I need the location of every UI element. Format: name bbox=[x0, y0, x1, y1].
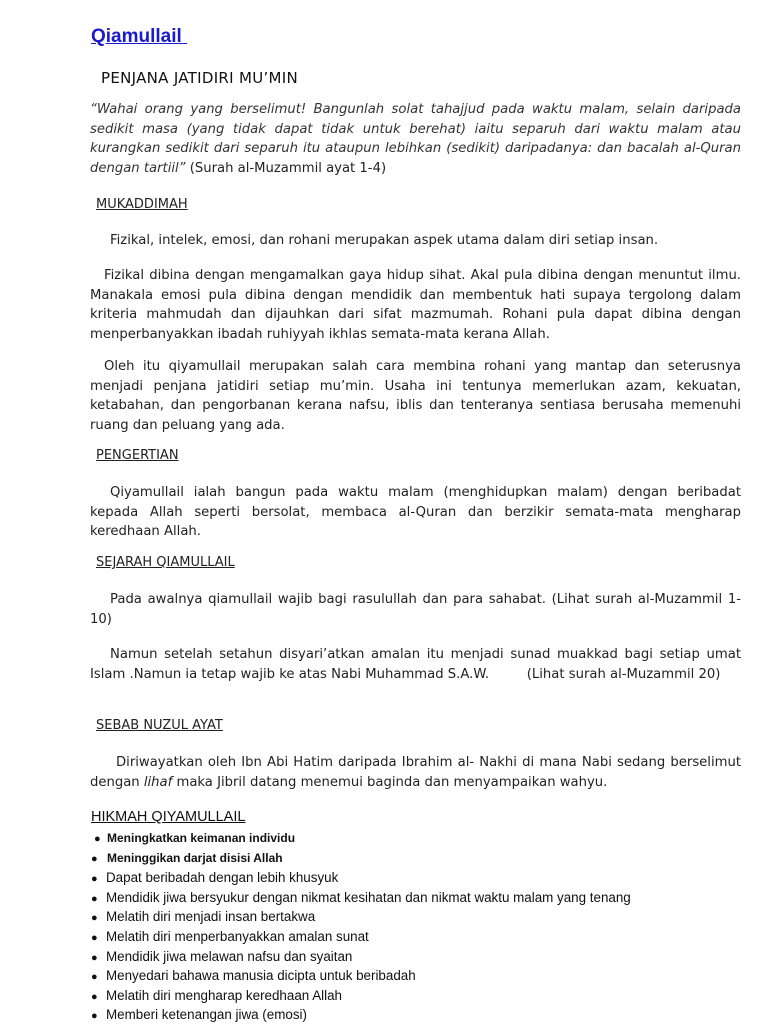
bullet-icon: ● bbox=[91, 852, 98, 865]
item-text: Menyedari bahawa manusia dicipta untuk beribadah bbox=[106, 968, 416, 984]
item-text: Mendidik jiwa melawan nafsu dan syaitan bbox=[106, 948, 353, 964]
quote-text: “Wahai orang yang berselimut! Bangunlah solat tahajjud pada waktu malam, selain daripada sedikit masa (yang tidak dapat tidak untuk berehat) iaitu separuh dari waktu malam atau kurangkan sedikit dari separuh itu ataupun lebihkan (sedikit) daripadanya: dan bacalah al-Quran dengan tartiil” bbox=[90, 102, 741, 176]
list-item bbox=[91, 849, 631, 869]
bullet-icon: ● bbox=[91, 931, 98, 944]
paragraph: Fizikal, intelek, emosi, dan rohani merupakan aspek utama dalam diri setiap insan. bbox=[110, 233, 659, 248]
hikmah-list bbox=[91, 829, 631, 1025]
item-text: Melatih diri menjadi insan bertakwa bbox=[106, 909, 316, 925]
paragraph: Namun setelah setahun disyari’atkan amalan itu menjadi sunad muakkad bagi setiap umat Islam .Namun ia tetap wajib ke atas Nabi Muhammad S.A.W. (Lihat surah al-Muzammil 20) bbox=[90, 647, 746, 682]
bullet-icon: ● bbox=[91, 912, 98, 925]
bullet-icon: ● bbox=[91, 873, 98, 886]
text: Diriwayatkan oleh Ibn Abi Hatim daripada Ibrahim al- Nakhi di mana Nabi sedang berselimut dengan bbox=[90, 755, 741, 790]
italic-term: lihaf bbox=[143, 774, 173, 790]
bullet-icon: ● bbox=[91, 892, 98, 905]
bullet-icon: ● bbox=[91, 971, 98, 984]
heading-sejarah: SEJARAH QIAMULLAIL bbox=[96, 555, 235, 570]
paragraph: Oleh itu qiyamullail merupakan salah cara membina rohani yang mantap dan seterusnya menjadi penjana jatidiri setiap mu’min. Usaha ini tentunya memerlukan azam, kekuatan, ketabahan, dan pengorbanan kerana nafsu, iblis dan tenteranya sentiasa berusaha memenuhi ruang dan peluang yang ada. bbox=[90, 359, 741, 433]
heading-sebab-nuzul: SEBAB NUZUL AYAT bbox=[96, 718, 223, 733]
item-text: Melatih diri menperbanyakkan amalan sunat bbox=[106, 928, 369, 944]
title-text[interactable]: Qiamullail bbox=[91, 26, 182, 47]
heading-pengertian: PENGERTIAN bbox=[96, 448, 179, 463]
paragraph bbox=[90, 753, 741, 792]
list-item bbox=[91, 986, 631, 1006]
list-item bbox=[91, 868, 631, 888]
list-item bbox=[91, 1005, 631, 1025]
item-text: Meninggikan darjat disisi Allah bbox=[107, 850, 283, 865]
document-title-link[interactable] bbox=[91, 26, 187, 48]
paragraph: Pada awalnya qiamullail wajib bagi rasulullah dan para sahabat. (Lihat surah al-Muzammil 1-10) bbox=[90, 592, 741, 627]
bullet-icon: ● bbox=[91, 833, 101, 845]
item-text: Meningkatkan keimanan individu bbox=[107, 831, 296, 845]
text: maka Jibril datang menemui baginda dan menyampaikan wahyu. bbox=[172, 774, 608, 790]
list-item bbox=[91, 888, 631, 908]
opening-quote bbox=[90, 100, 741, 178]
item-text: Mendidik jiwa bersyukur dengan nikmat kesihatan dan nikmat waktu malam yang tenang bbox=[106, 889, 631, 905]
quote-source: (Surah al-Muzammil ayat 1-4) bbox=[185, 160, 387, 176]
bullet-icon: ● bbox=[91, 990, 98, 1003]
bullet-icon: ● bbox=[91, 951, 98, 964]
list-item bbox=[91, 966, 631, 986]
item-text: Dapat beribadah dengan lebih khusyuk bbox=[106, 870, 339, 886]
list-item bbox=[91, 947, 631, 967]
item-text: Melatih diri mengharap keredhaan Allah bbox=[106, 987, 342, 1003]
list-item bbox=[91, 829, 631, 849]
list-item bbox=[91, 907, 631, 927]
list-item bbox=[91, 927, 631, 947]
heading-mukaddimah: MUKADDIMAH bbox=[96, 197, 188, 212]
item-text: Memberi ketenangan jiwa (emosi) bbox=[106, 1007, 307, 1023]
subtitle: PENJANA JATIDIRI MU’MIN bbox=[101, 69, 299, 87]
paragraph: Qiyamullail ialah bangun pada waktu malam (menghidupkan malam) dengan beribadat kepada Allah seperti bersolat, membaca al-Quran dan berzikir semata-mata mengharap keredhaan Allah. bbox=[90, 485, 741, 539]
bullet-icon: ● bbox=[91, 1010, 98, 1023]
heading-hikmah: HIKMAH QIYAMULLAIL bbox=[91, 809, 246, 825]
paragraph: Fizikal dibina dengan mengamalkan gaya hidup sihat. Akal pula dibina dengan menuntut ilmu. Manakala emosi pula dibina dengan mendidik dan membentuk hati supaya tergolong dalam kriteria mahmudah dan dijauhkan dari sifat mazmumah. Rohani pula dapat dibina dengan menperbanyakkan ibadah ruhiyyah ikhlas semata-mata kerana Allah. bbox=[90, 268, 741, 342]
